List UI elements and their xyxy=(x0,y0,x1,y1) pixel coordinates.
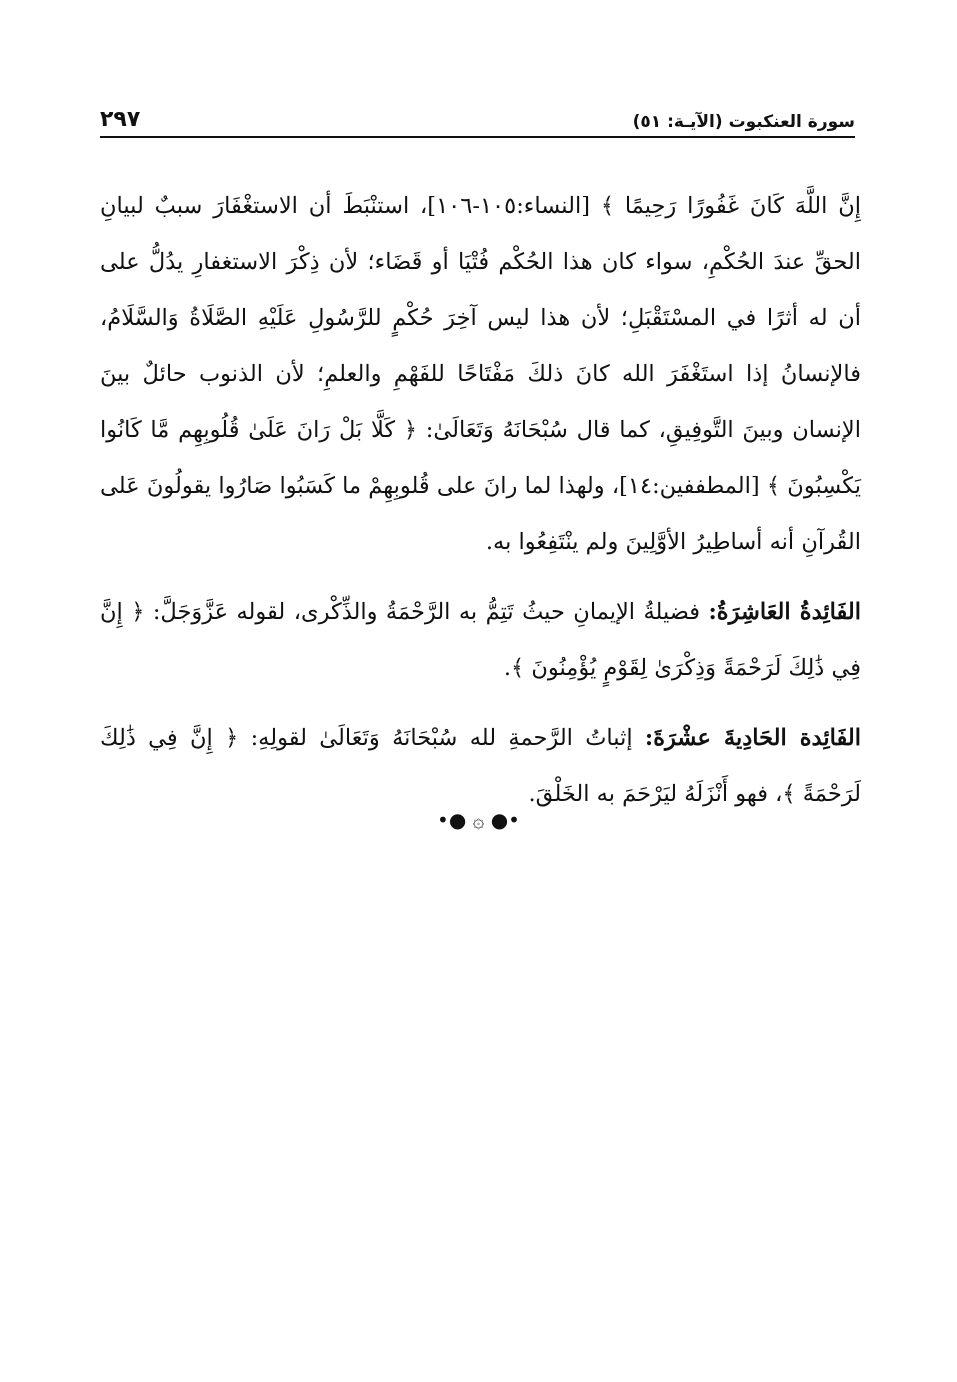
paragraph-benefit-10 xyxy=(100,584,861,696)
paragraph-text: فضيلةُ الإيمانِ حيثُ تَتِمُّ به الرَّحْمَةُ والذِّكْرى، لقوله عَزَّوَجَلَّ: ﴿ إِنَّ فِي ذَٰلِكَ لَرَحْمَةً وَذِكْرَىٰ لِقَوْمٍ يُؤْمِنُونَ ﴾. xyxy=(100,599,861,681)
paragraph-lead: الفَائِدة الحَادِيةَ عشْرَةَ: xyxy=(644,725,861,751)
page-number: ٢٩٧ xyxy=(100,107,141,132)
body-text xyxy=(100,178,861,822)
paragraph-text: إِنَّ اللَّهَ كَانَ غَفُورًا رَحِيمًا ﴾ [النساء:١٠٥-١٠٦]، استنْبَطَ أن الاستغْفَارَ سببٌ لبيانِ الحقِّ عندَ الحُكْمِ، سواء كان هذا الحُكْم فُتْيَا أو قَضَاء؛ لأن ذِكْرَ الاستغفارِ يدُلُّ على أن له أثرًا في المسْتَقْبَلِ؛ لأن هذا ليس آخِرَ حُكْمٍ للرَّسُولِ عَلَيْهِ الصَّلَاةُ وَالسَّلَامُ، فالإنسانُ إذا استَغْفَرَ الله كانَ ذلكَ مَفْتَاحًا للفَهْمِ والعلمِ؛ لأن الذنوب حائلٌ بينَ الإنسان وبينَ التَّوفِيقِ، كما قال سُبْحَانَهُ وَتَعَالَىٰ: ﴿ كَلَّا بَلْ رَانَ عَلَىٰ قُلُوبِهِم مَّا كَانُوا يَكْسِبُونَ ﴾ [المطففين:١٤]، ولهذا لما رانَ على قُلوبِهِمْ ما كَسَبُوا صَارُوا يقولُونَ عَلى القُرآنِ أنه أساطِيرُ الأوَّلِينَ ولم ينْتَفِعُوا به. xyxy=(100,193,861,555)
paragraph-text: إثباتُ الرَّحمةِ لله سُبْحَانَهُ وَتَعَالَىٰ لقولِهِ: ﴿ إِنَّ فِي ذَٰلِكَ لَرَحْمَةً ﴾، فهو أَنْزَلَهُ ليَرْحَمَ به الخَلْقَ. xyxy=(100,725,861,807)
paragraph-benefit-11 xyxy=(100,710,861,822)
paragraph-lead: الفَائِدةُ العَاشِرَةُ: xyxy=(708,599,861,625)
surah-title: سورة العنكبوت (الآيـة: ٥١) xyxy=(632,112,855,132)
page-header xyxy=(100,92,855,138)
section-end-ornament: •● ۞ ●• xyxy=(437,808,520,832)
paragraph-1 xyxy=(100,178,861,570)
